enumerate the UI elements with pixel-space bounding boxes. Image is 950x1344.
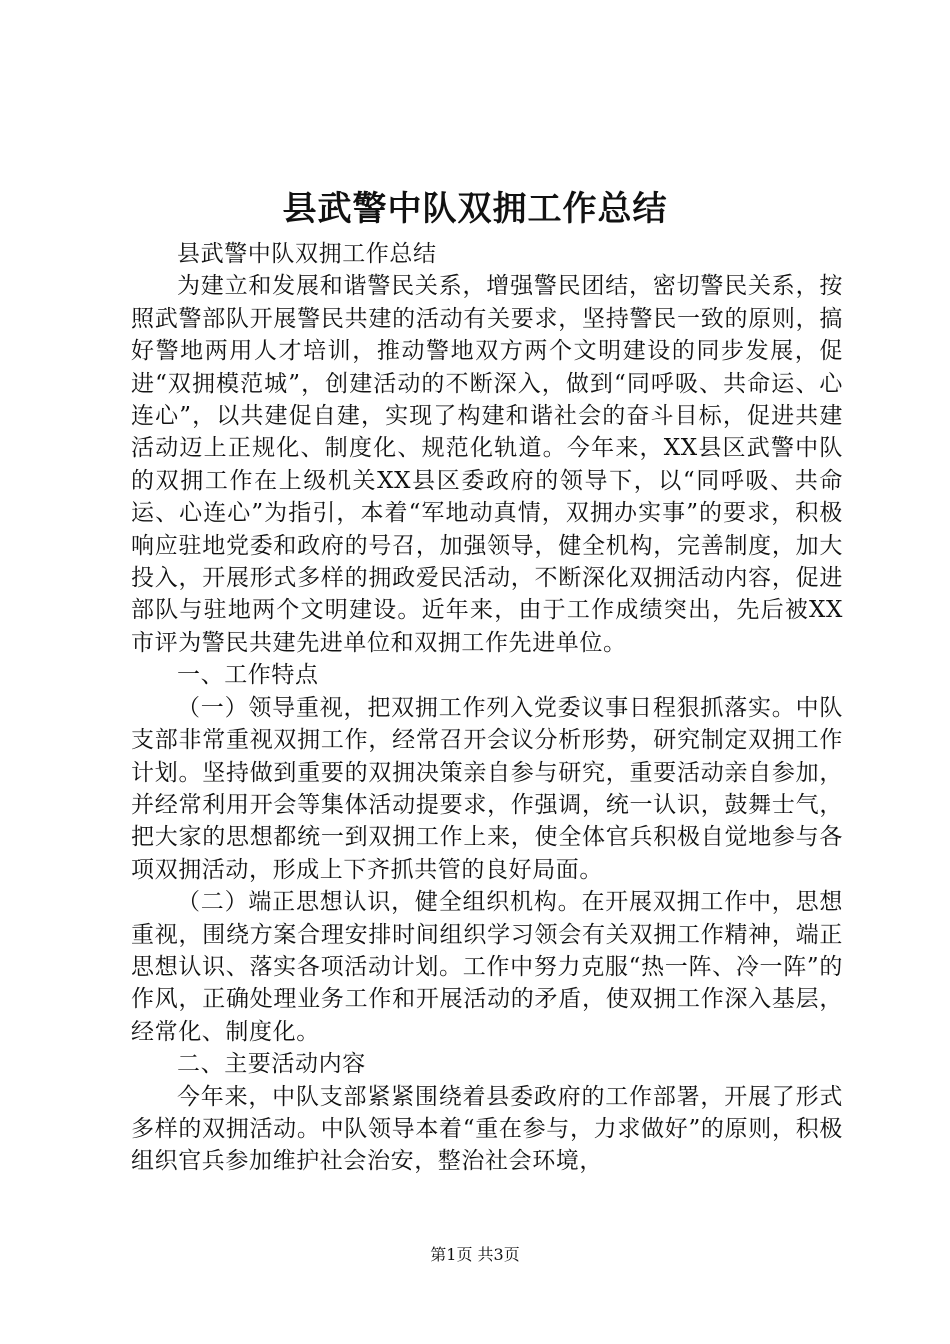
paragraph-leadership: （一）领导重视，把双拥工作列入党委议事日程狠抓落实。中队支部非常重视双拥工作，经常召开会议分析形势，研究制定双拥工作计划。坚持做到重要的双拥决策亲自参与研究，重要活动亲自参加，并经常利用开会等集体活动提要求，作强调，统一认识，鼓舞士气，把大家的思想都统一到双拥工作上来，使全体官兵积极自觉地参与各项双拥活动，形成上下齐抓共管的良好局面。 bbox=[131, 694, 843, 883]
document-title: 县武警中队双拥工作总结 bbox=[282, 189, 668, 229]
section-heading-work-features: 一、工作特点 bbox=[177, 662, 319, 689]
paragraph-subtitle: 县武警中队双拥工作总结 bbox=[177, 241, 437, 267]
paragraph-intro: 为建立和发展和谐警民关系，增强警民团结，密切警民关系，按照武警部队开展警民共建的活动有关要求，坚持警民一致的原则，搞好警地两用人才培训，推动警地双方两个文明建设的同步发展，促进“双拥模范城”，创建活动的不断深入，做到“同呼吸、共命运、心连心”，以共建促自建，实现了构建和谐社会的奋斗目标，促进共建活动迈上正规化、制度化、规范化轨道。今年来，XX县区武警中队的双拥工作在上级机关XX县区委政府的领导下，以“同呼吸、共命运、心连心”为指引，本着“军地动真情，双拥办实事”的要求，积极响应驻地党委和政府的号召，加强领导，健全机构，完善制度，加大投入，开展形式多样的拥政爱民活动，不断深化双拥活动内容，促进部队与驻地两个文明建设。近年来，由于工作成绩突出，先后被XX市评为警民共建先进单位和双拥工作先进单位。 bbox=[131, 273, 843, 656]
document-body bbox=[131, 238, 843, 1178]
paragraph-organization: （二）端正思想认识，健全组织机构。在开展双拥工作中，思想重视，围绕方案合理安排时间组织学习领会有关双拥工作精神，端正思想认识、落实各项活动计划。工作中努力克服“热一阵、冷一阵”的作风，正确处理业务工作和开展活动的矛盾，使双拥工作深入基层，经常化、制度化。 bbox=[131, 889, 843, 1045]
paragraph-activities: 今年来，中队支部紧紧围绕着县委政府的工作部署，开展了形式多样的双拥活动。中队领导本着“重在参与，力求做好”的原则，积极组织官兵参加维护社会治安，整治社会环境， bbox=[131, 1083, 843, 1175]
section-heading-main-activities: 二、主要活动内容 bbox=[177, 1051, 366, 1078]
page-number-footer: 第1页 共3页 bbox=[430, 1245, 520, 1264]
